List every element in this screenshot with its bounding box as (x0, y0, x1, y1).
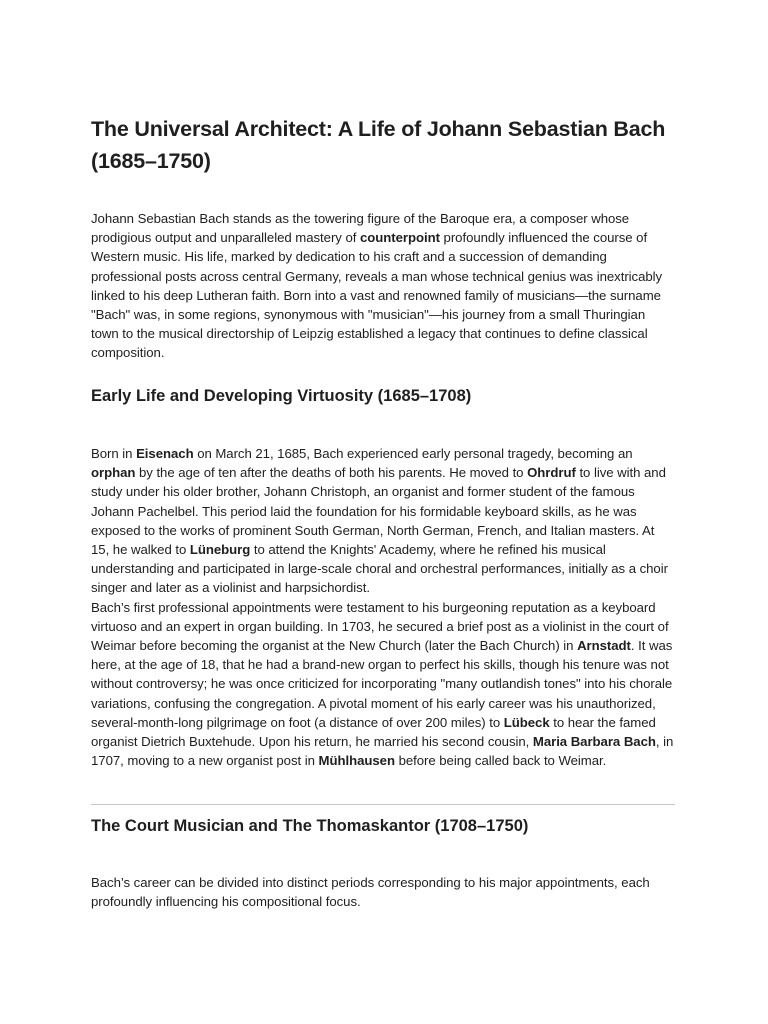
s1p2-bold-arnstadt: Arnstadt (577, 638, 631, 654)
s1p2-bold-lubeck: Lübeck (503, 714, 550, 730)
s1p1-text-4: to live with and study under his older brother, Johann Christoph, an organist and former student of the famous Johann Pachelbel. This period laid the foundation for his formidable keyboard skills, as he was exposed to the works of prominent South German, North German, French, and Italian masters. At 15, he walked to (91, 465, 666, 558)
s1p1-bold-orphan: orphan (91, 465, 136, 481)
section1-paragraph-2 (91, 598, 675, 771)
s1p1-bold-ohrdruf: Ohrdruf (527, 465, 576, 481)
s1p1-bold-luneburg: Lüneburg (189, 542, 251, 558)
s1p1-text-1: Born in (91, 446, 137, 461)
intro-bold-counterpoint: counterpoint (359, 230, 440, 246)
s1p2-text-1: Bach’s first professional appointments were testament to his burgeoning reputation as a keyboard virtuoso and an expert in organ building. In 1703, he secured a brief post as a violinist in the court of Weimar before becoming the organist at the New Church (later the Bach Church) in (91, 599, 669, 654)
s1p2-text-2: . It was here, at the age of 18, that he had a brand-new organ to perfect his skills, though his tenure was not without controversy; he was once criticized for incorporating "many outlandish tones" into his chorale variations, confusing the congregation. A pivotal moment of his early career was his unauthorized, several-month-long pilgrimage on foot (a distance of over 200 miles) to (91, 638, 673, 730)
section1-body (91, 444, 675, 770)
s1p1-bold-eisenach: Eisenach (136, 446, 194, 461)
section-divider (91, 804, 675, 805)
section2-heading: The Court Musician and The Thomaskantor (1708–1750) (91, 817, 529, 835)
s1p2-text-4: , in 1707, moving to a new organist post in (91, 734, 674, 769)
section2-heading-block (91, 814, 675, 838)
intro-text-1: Johann Sebastian Bach stands as the towering figure of the Baroque era, a composer whose prodigious output and unparalleled mastery of (91, 211, 630, 246)
s1p2-bold-muhlhausen: Mühlhausen (318, 753, 395, 769)
section2-body (91, 873, 675, 911)
s1p2-text-3: to hear the famed organist Dietrich Buxtehude. Upon his return, he married his second cousin, (91, 714, 656, 750)
section1-heading-block (91, 384, 675, 408)
s1p1-text-5: to attend the Knights' Academy, where he refined his musical understanding and participated in large-scale choral and orchestral performances, initially as a choir singer and later as a violinist and harpsichordist. (91, 542, 668, 596)
s1p1-text-3: by the age of ten after the deaths of both his parents. He moved to (135, 465, 528, 481)
intro-text-2: profoundly influenced the course of Western music. His life, marked by dedication to his craft and a succession of demanding professional posts across central Germany, reveals a man whose technical genius was inextricably linked to his deep Lutheran faith. Born into a vast and renowned family of musicians—the surname "Bach" was, in some regions, synonymous with "musician"—his journey from a small Thuringian town to the musical directorship of Leipzig established a legacy that continues to define classical composition. (91, 230, 663, 361)
s1p2-bold-maria-barbara-bach: Maria Barbara Bach (532, 734, 656, 750)
intro-paragraph-block (91, 209, 675, 363)
intro-paragraph (91, 209, 675, 363)
section1-paragraph-1 (91, 444, 675, 598)
document-title: The Universal Architect: A Life of Johann Sebastian Bach (1685–1750) (91, 117, 666, 173)
s1p2-text-5: before being called back to Weimar. (394, 753, 607, 769)
section2-paragraph-1: Bach’s career can be divided into distinct periods corresponding to his major appointments, each profoundly influencing his compositional focus. (91, 875, 650, 910)
s1p1-text-2: on March 21, 1685, Bach experienced early personal tragedy, becoming an (193, 446, 633, 461)
section1-heading: Early Life and Developing Virtuosity (1685–1708) (91, 387, 472, 405)
